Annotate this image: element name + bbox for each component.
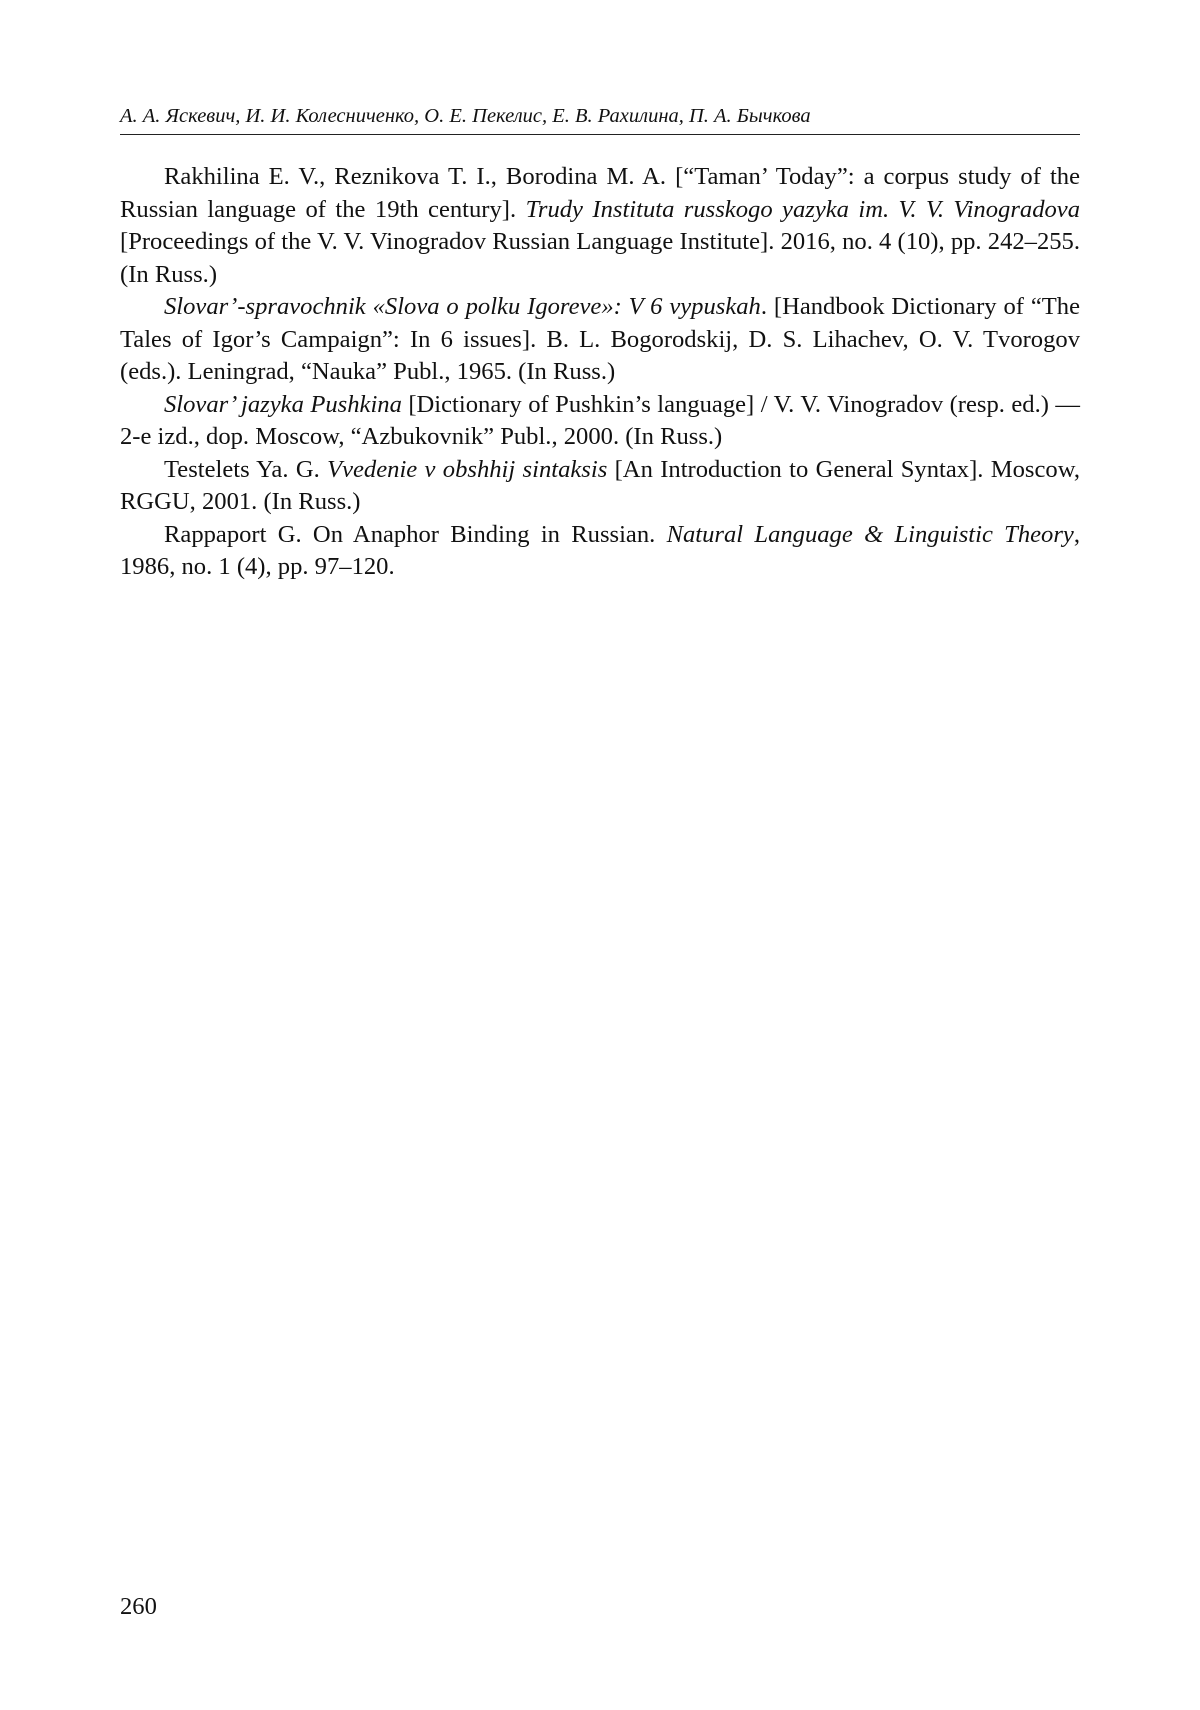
- reference-entry: [120, 454, 1080, 519]
- reference-entry: [120, 519, 1080, 584]
- reference-entry: [120, 161, 1080, 291]
- reference-title: Trudy Instituta russkogo yazyka im. V. V. Vinogradova: [525, 195, 1080, 223]
- reference-details: , 1986, no. 1 (4), pp. 97–120.: [120, 520, 1080, 580]
- reference-list: [120, 161, 1080, 584]
- reference-details: [Dictionary of Pushkin’s language] / V. V. Vinogradov (resp. ed.) — 2-e izd., dop. Moscow, “Azbukovnik” Publ., 2000. (In Russ.): [120, 390, 1080, 450]
- reference-entry: [120, 389, 1080, 454]
- page-number: 260: [120, 1593, 157, 1620]
- reference-details: . [Handbook Dictionary of “The Tales of Igor’s Campaign”: In 6 issues]. B. L. Bogorodskij, D. S. Lihachev, O. V. Tvorogov (eds.). Leningrad, “Nauka” Publ., 1965. (In Russ.): [120, 293, 1080, 385]
- reference-text: Rappaport G. On Anaphor Binding in Russian.: [164, 520, 667, 548]
- running-head: А. А. Яскевич, И. И. Колесниченко, О. Е. Пекелис, Е. В. Рахилина, П. А. Бычкова: [120, 105, 811, 127]
- reference-details: [Proceedings of the V. V. Vinogradov Russian Language Institute]. 2016, no. 4 (10), pp. 242–255. (In Russ.): [120, 228, 1080, 288]
- reference-text: Rakhilina E. V., Reznikova T. I., Borodina M. A. [“Taman’ Today”: a corpus study of the Russian language of the 19th century].: [120, 163, 1080, 223]
- reference-title: Slovar’ jazyka Pushkina: [164, 390, 402, 418]
- reference-details: [An Introduction to General Syntax]. Moscow, RGGU, 2001. (In Russ.): [120, 455, 1081, 515]
- reference-title: Natural Language & Linguistic Theory: [666, 520, 1074, 548]
- reference-entry: [120, 291, 1080, 389]
- header-rule: [120, 134, 1080, 135]
- reference-text: Testelets Ya. G.: [164, 455, 328, 483]
- reference-title: Vvedenie v obshhij sintaksis: [327, 455, 608, 483]
- reference-title: Slovar’-spravochnik «Slova o polku Igoreve»: V 6 vypuskah: [164, 293, 761, 320]
